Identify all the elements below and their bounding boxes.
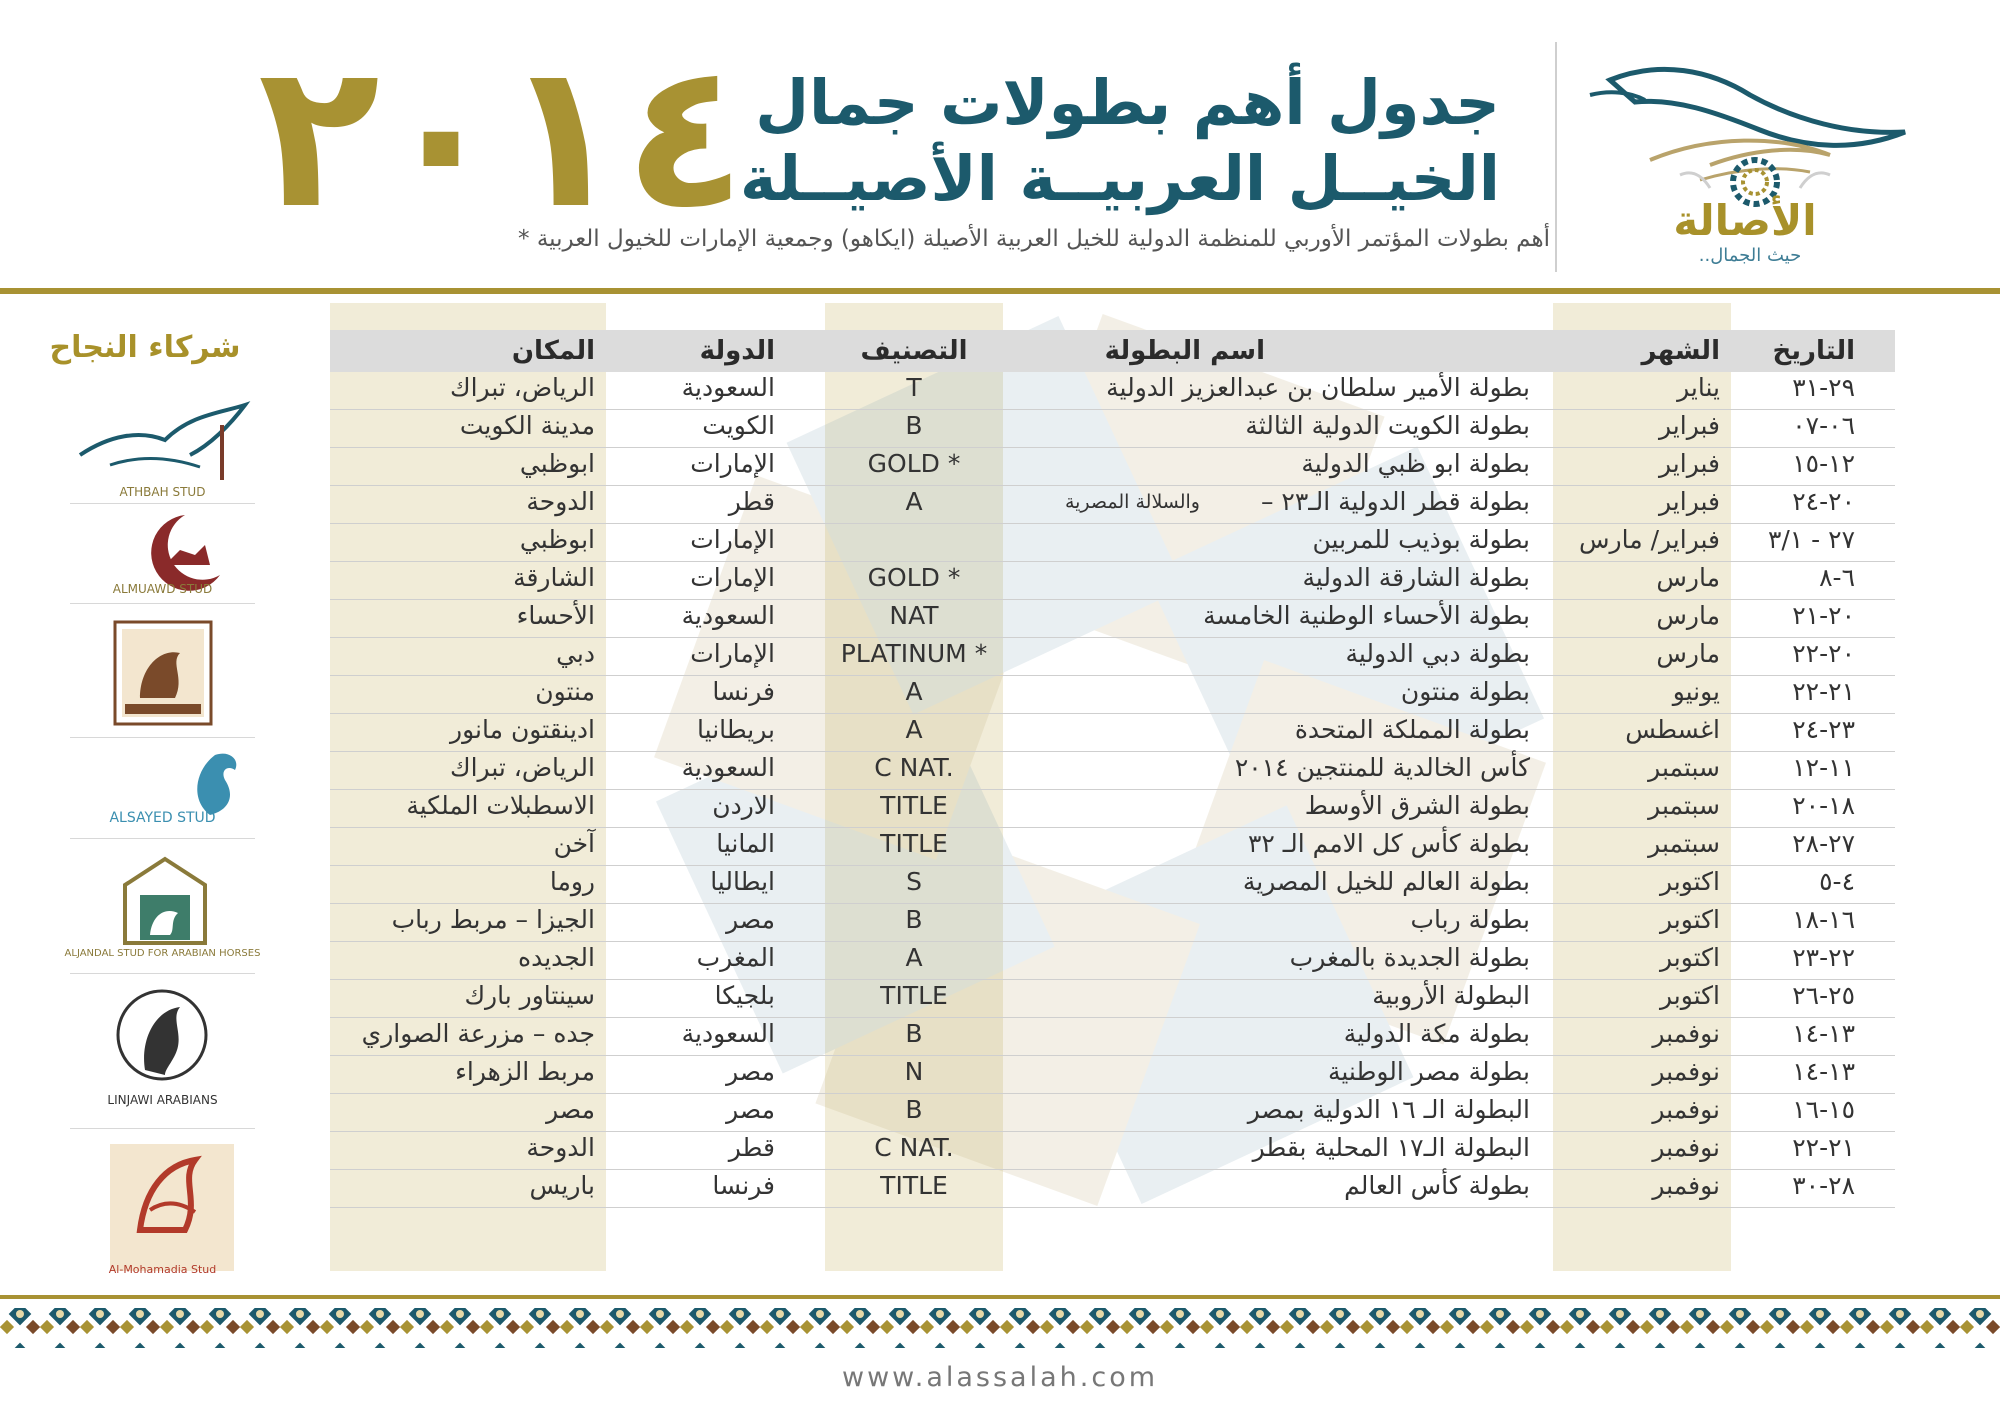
row-country: المغرب <box>696 943 775 972</box>
row-month: اكتوبر <box>1659 905 1720 934</box>
row-country: السعودية <box>681 753 775 782</box>
row-class: C NAT. <box>874 753 954 782</box>
row-month: مارس <box>1656 601 1720 630</box>
bottom-gold-rule <box>0 1295 2000 1299</box>
row-divider <box>330 561 1895 562</box>
row-month: نوفمبر <box>1652 1095 1720 1124</box>
row-class: B <box>905 411 923 440</box>
row-place: الاسطبلات الملكية <box>406 791 595 820</box>
row-divider <box>330 637 1895 638</box>
row-name: بطولة رباب <box>1410 905 1530 934</box>
partners-title: شركاء النجاح <box>49 330 241 365</box>
linjawi-arabians-logo <box>70 985 255 1090</box>
row-month: نوفمبر <box>1652 1019 1720 1048</box>
row-country: الإمارات <box>690 563 775 592</box>
row-name: بطولة الكويت الدولية الثالثة <box>1245 411 1530 440</box>
row-date: ١٣-١٤ <box>1792 1019 1855 1048</box>
row-name: بطولة منتون <box>1400 677 1530 706</box>
row-month: اكتوبر <box>1659 943 1720 972</box>
row-name: بطولة مصر الوطنية <box>1327 1057 1530 1086</box>
row-place: ابوظبي <box>519 449 595 478</box>
row-month: مارس <box>1656 563 1720 592</box>
row-divider <box>330 1093 1895 1094</box>
row-date: ٢١-٢٢ <box>1792 1133 1855 1162</box>
row-month: يونيو <box>1672 677 1720 706</box>
row-divider <box>330 1055 1895 1056</box>
row-divider <box>330 447 1895 448</box>
partner-separator <box>70 737 255 738</box>
row-name: بطولة ابو ظبي الدولية <box>1301 449 1530 478</box>
row-date: ١٨-٢٠ <box>1792 791 1855 820</box>
row-divider <box>330 1169 1895 1170</box>
row-name: بطولة الأحساء الوطنية الخامسة <box>1203 601 1530 630</box>
year-2014-graphic <box>257 20 747 253</box>
row-month: نوفمبر <box>1652 1057 1720 1086</box>
row-divider <box>330 523 1895 524</box>
row-month: فبراير <box>1659 449 1720 478</box>
row-date: ١٣-١٤ <box>1792 1057 1855 1086</box>
row-class: B <box>905 905 923 934</box>
row-date: ٠٦-٠٧ <box>1792 411 1855 440</box>
row-divider <box>330 409 1895 410</box>
row-class: A <box>905 677 923 706</box>
column-header-name: اسم البطولة <box>1104 336 1265 366</box>
row-place: باريس <box>529 1171 595 1200</box>
row-name: كأس الخالدية للمنتجين ٢٠١٤ <box>1234 753 1530 782</box>
row-month: يناير <box>1677 373 1720 402</box>
row-date: ٢٠-٢٢ <box>1792 639 1855 668</box>
row-date: ١٢-١٥ <box>1792 449 1855 478</box>
row-month: سبتمبر <box>1648 753 1720 782</box>
row-date: ٢٢-٢٣ <box>1792 943 1855 972</box>
aljandal-stud-logo <box>70 855 255 950</box>
row-class: S <box>906 867 922 896</box>
alsayed-stud-label: ALSAYED STUD <box>109 810 216 826</box>
row-country: السعودية <box>681 1019 775 1048</box>
row-date: ٤-٥ <box>1819 867 1855 896</box>
al-mohamadia-stud-label: Al-Mohamadia Stud <box>108 1263 217 1276</box>
row-country: بلجيكا <box>714 981 775 1010</box>
row-place: ابوظبي <box>519 525 595 554</box>
row-month: سبتمبر <box>1648 829 1720 858</box>
row-place: مربط الزهراء <box>455 1057 595 1086</box>
row-place: ادينقتون مانور <box>450 715 595 744</box>
row-divider <box>330 485 1895 486</box>
row-place: منتون <box>535 677 595 706</box>
row-place: مدينة الكويت <box>459 411 595 440</box>
row-name: بطولة الأمير سلطان بن عبدالعزيز الدولية <box>1106 373 1530 402</box>
row-date: ٢٥-٢٦ <box>1792 981 1855 1010</box>
row-class: NAT <box>889 601 939 630</box>
row-name: بطولة العالم للخيل المصرية <box>1242 867 1530 896</box>
year-text: ٢٠١٤ <box>257 20 747 253</box>
row-divider <box>330 675 1895 676</box>
row-country: قطر <box>728 1133 775 1162</box>
row-divider <box>330 1017 1895 1018</box>
row-name: بطولة مكة الدولية <box>1343 1019 1530 1048</box>
row-class: PLATINUM * <box>840 639 988 668</box>
row-class: TITLE <box>880 1171 948 1200</box>
row-divider <box>330 713 1895 714</box>
row-name: بطولة الشرق الأوسط <box>1304 791 1530 820</box>
row-date: ٢١-٢٢ <box>1792 677 1855 706</box>
row-country: مصر <box>726 1057 775 1086</box>
row-month: مارس <box>1656 639 1720 668</box>
brand-name: الأصالة <box>1673 196 1817 245</box>
row-country: الإمارات <box>690 525 775 554</box>
row-class: TITLE <box>880 829 948 858</box>
row-name: بطولة دبي الدولية <box>1345 639 1530 668</box>
row-country: قطر <box>728 487 775 516</box>
row-date: ٢٣-٢٤ <box>1792 715 1855 744</box>
row-place: آخن <box>553 829 595 858</box>
athbah-stud-label: ATHBAH STUD <box>119 485 206 499</box>
row-class: GOLD * <box>867 449 961 478</box>
row-name: بطولة قطر الدولية الـ٢٣ – <box>1260 487 1530 516</box>
row-date: ١٦-١٨ <box>1792 905 1855 934</box>
partner-separator <box>70 973 255 974</box>
row-divider <box>330 751 1895 752</box>
row-class: B <box>905 1019 923 1048</box>
row-month: فبراير <box>1659 411 1720 440</box>
row-name: البطولة الأروبية <box>1372 981 1530 1010</box>
row-place: مصر <box>546 1095 595 1124</box>
alzobair-stud-logo <box>70 618 255 728</box>
row-class: T <box>906 373 922 402</box>
row-place: الأحساء <box>516 601 595 630</box>
ornamental-border <box>0 1300 2000 1370</box>
row-country: مصر <box>726 905 775 934</box>
row-country: فرنسا <box>712 677 775 706</box>
row-country: الكويت <box>702 411 775 440</box>
column-header-country: الدولة <box>699 336 775 366</box>
row-class: C NAT. <box>874 1133 954 1162</box>
row-country: فرنسا <box>712 1171 775 1200</box>
column-header-month: الشهر <box>1641 336 1720 366</box>
row-class: A <box>905 487 923 516</box>
row-country: السعودية <box>681 373 775 402</box>
row-divider <box>330 1207 1895 1208</box>
row-month: اغسطس <box>1625 715 1720 744</box>
website-url[interactable]: www.alassalah.com <box>841 1362 1159 1393</box>
row-divider <box>330 979 1895 980</box>
almuawd-stud-logo <box>70 510 255 590</box>
row-country: مصر <box>726 1095 775 1124</box>
row-place: الجديده <box>517 943 595 972</box>
row-date: ١٥-١٦ <box>1792 1095 1855 1124</box>
row-month: فبراير/ مارس <box>1579 525 1720 554</box>
row-month: نوفمبر <box>1652 1171 1720 1200</box>
row-name: بطولة الشارقة الدولية <box>1302 563 1530 592</box>
row-place: الدوحة <box>526 487 595 516</box>
row-place: سينتاور بارك <box>464 981 595 1010</box>
row-class: B <box>905 1095 923 1124</box>
row-place: الدوحة <box>526 1133 595 1162</box>
row-country: السعودية <box>681 601 775 630</box>
row-country: الإمارات <box>690 449 775 478</box>
brand-tagline: حيث الجمال.. <box>1698 245 1802 266</box>
row-place: روما <box>549 867 595 896</box>
row-place: الرياض، تبراك <box>449 753 595 782</box>
aljandal-stud-label: ALJANDAL STUD FOR ARABIAN HORSES <box>64 948 261 959</box>
row-place: الجيزا – مربط رباب <box>391 905 595 934</box>
row-date: ٢٨-٣٠ <box>1792 1171 1855 1200</box>
row-class: N <box>904 1057 924 1086</box>
row-month: اكتوبر <box>1659 867 1720 896</box>
row-class: A <box>905 943 923 972</box>
row-country: الاردن <box>712 791 775 820</box>
row-class: GOLD * <box>867 563 961 592</box>
column-header-place: المكان <box>511 336 595 366</box>
partner-separator <box>70 1128 255 1129</box>
row-place: دبي <box>556 639 595 668</box>
row-date: ٢٧ - ٣/١ <box>1767 525 1855 554</box>
row-divider <box>330 903 1895 904</box>
column-header-class: التصنيف <box>860 336 968 366</box>
row-country: ايطاليا <box>710 867 775 896</box>
row-name: بطولة كأس العالم <box>1344 1171 1530 1200</box>
row-date: ٢٧-٢٨ <box>1792 829 1855 858</box>
row-country: الإمارات <box>690 639 775 668</box>
partner-separator <box>70 603 255 604</box>
column-header-date: التاريخ <box>1772 336 1855 366</box>
row-class: TITLE <box>880 981 948 1010</box>
row-name: بطولة كأس كل الامم الـ ٣٢ <box>1248 829 1530 858</box>
row-date: ٢٠-٢٤ <box>1792 487 1855 516</box>
row-date: ٦-٨ <box>1819 563 1855 592</box>
row-divider <box>330 941 1895 942</box>
row-divider <box>330 599 1895 600</box>
row-name: البطولة الـ١٧ المحلية بقطر <box>1252 1133 1530 1162</box>
row-divider <box>330 789 1895 790</box>
row-name-note: والسلالة المصرية <box>1064 491 1200 513</box>
row-place: الشارقة <box>513 563 595 592</box>
row-class: A <box>905 715 923 744</box>
row-place: الرياض، تبراك <box>449 373 595 402</box>
row-place: جده – مزرعة الصواري <box>361 1019 595 1048</box>
row-month: سبتمبر <box>1648 791 1720 820</box>
row-date: ٢٠-٢١ <box>1792 601 1855 630</box>
row-divider <box>330 865 1895 866</box>
row-month: فبراير <box>1659 487 1720 516</box>
page-subtitle: أهم بطولات المؤتمر الأوربي للمنظمة الدولية للخيل العربية الأصيلة (ايكاهو) وجمعية الإمارات للخيول العربية * <box>518 226 1550 252</box>
page-title-line1: جدول أهم بطولات جمال <box>755 66 1500 139</box>
row-month: اكتوبر <box>1659 981 1720 1010</box>
row-divider <box>330 827 1895 828</box>
partner-separator <box>70 503 255 504</box>
row-name: بطولة المملكة المتحدة <box>1294 715 1530 744</box>
al-mohamadia-stud-logo <box>70 1140 255 1275</box>
row-name: بطولة الجديدة بالمغرب <box>1289 943 1530 972</box>
row-country: بريطانيا <box>697 715 775 744</box>
row-country: المانيا <box>716 829 775 858</box>
linjawi-arabians-label: LINJAWI ARABIANS <box>107 1093 218 1107</box>
row-date: ٢٩-٣١ <box>1792 373 1855 402</box>
row-name: بطولة بوذيب للمربين <box>1312 525 1530 554</box>
row-divider <box>330 1131 1895 1132</box>
athbah-stud-logo <box>70 385 255 495</box>
page-title-line2: الخيــل العربيــة الأصيــلة <box>739 142 1500 215</box>
row-class: TITLE <box>880 791 948 820</box>
row-name: البطولة الـ ١٦ الدولية بمصر <box>1247 1095 1530 1124</box>
row-month: نوفمبر <box>1652 1133 1720 1162</box>
row-date: ١١-١٢ <box>1792 753 1855 782</box>
almuawd-stud-label: ALMUAWD STUD <box>112 582 213 596</box>
partner-separator <box>70 838 255 839</box>
